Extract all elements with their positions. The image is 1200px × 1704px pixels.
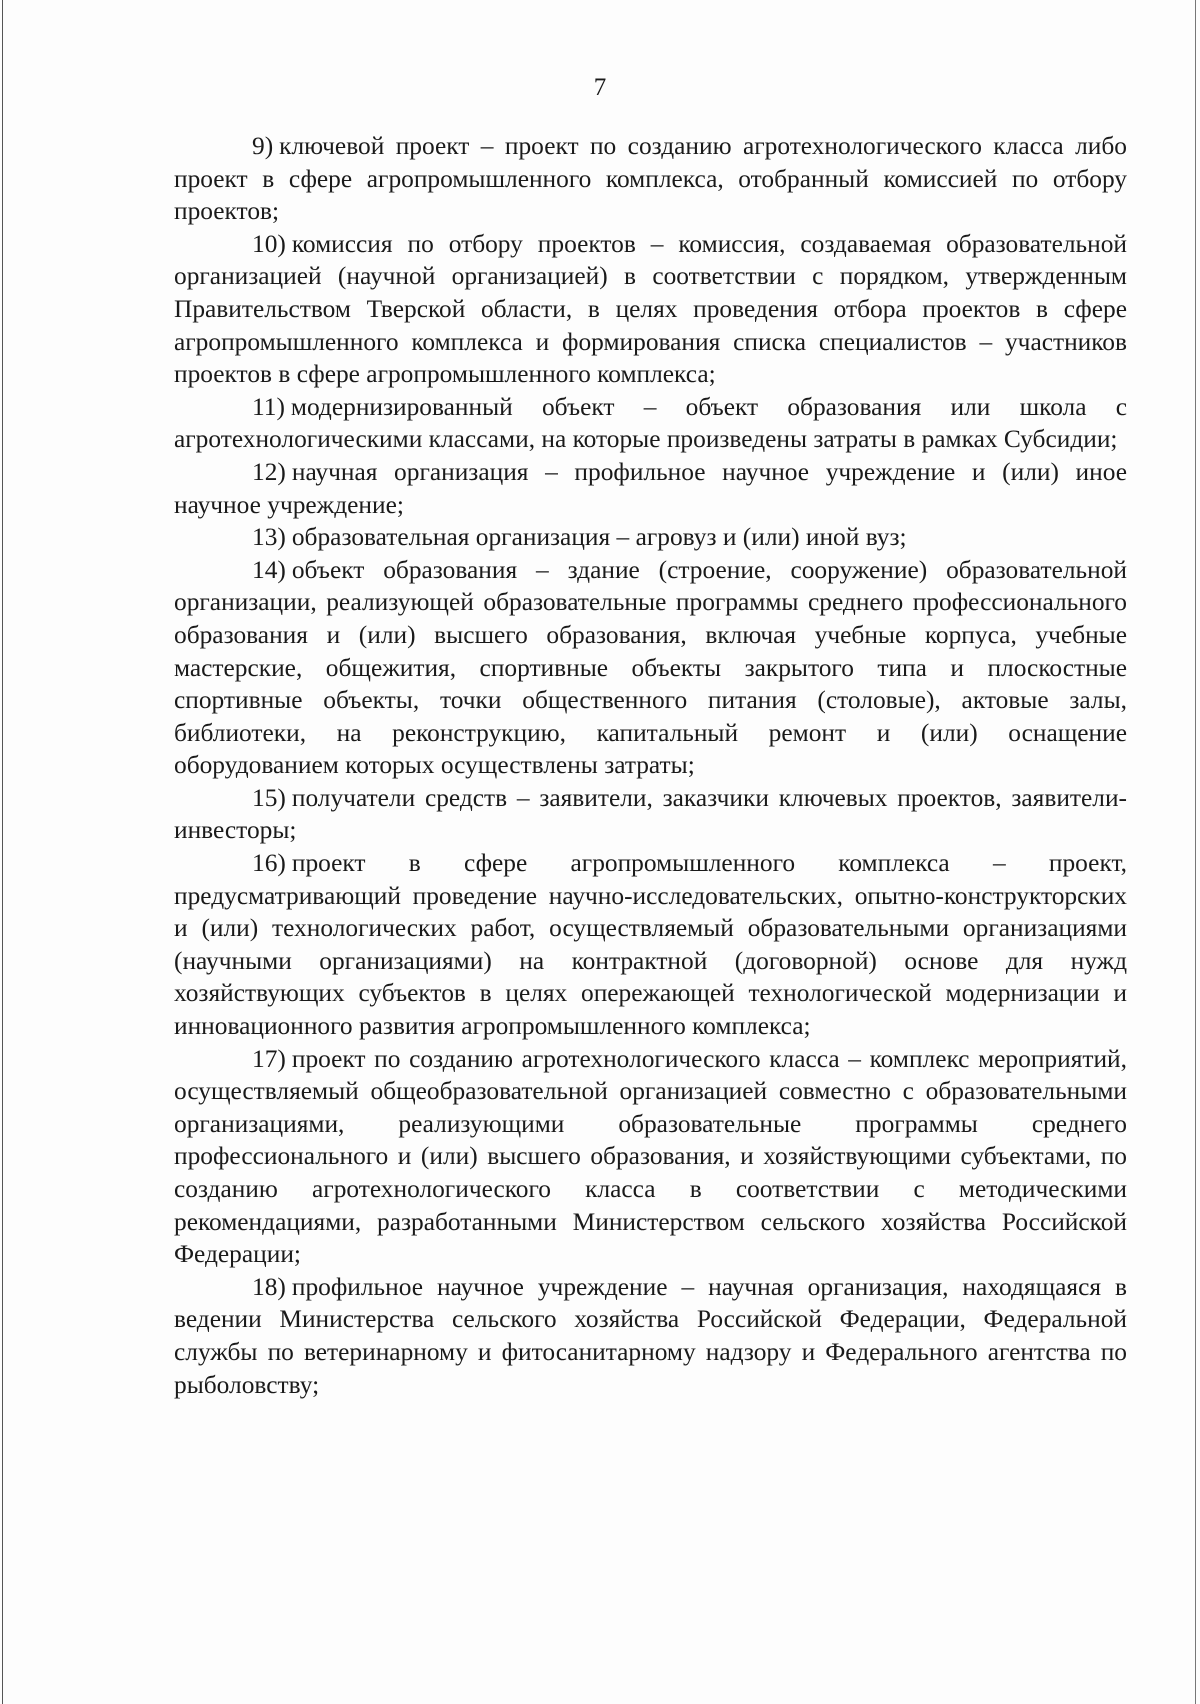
item-number: 18)	[252, 1272, 286, 1301]
item-text: модернизированный объект – объект образования или школа с агротехнологическими классами, на которые произведены затраты в рамках Субсидии;	[174, 392, 1127, 454]
definition-item-18	[174, 1271, 1127, 1401]
item-number: 13)	[252, 523, 286, 552]
item-number: 16)	[252, 849, 286, 878]
item-text: получатели средств – заявители, заказчики ключевых проектов, заявители-инвесторы;	[174, 783, 1127, 845]
page-number: 7	[593, 74, 607, 101]
item-text: комиссия по отбору проектов – комиссия, создаваемая образовательной организацией (научной организацией) в соответствии с порядком, утвержденным Правительством Тверской области, в целях проведения отбора проектов в сфере агропромышленного комплекса и формирования списка специалистов – участников проектов в сфере агропромышленного комплекса;	[174, 229, 1127, 389]
definition-item-12	[174, 456, 1127, 521]
definition-item-14	[174, 554, 1127, 782]
item-number: 14)	[252, 555, 286, 584]
item-text: образовательная организация – агровуз и (или) иной вуз;	[291, 523, 907, 552]
definition-item-17	[174, 1043, 1127, 1271]
definition-item-13	[174, 521, 1127, 554]
definition-item-9	[174, 130, 1127, 228]
scan-right-edge	[1195, 0, 1196, 1704]
definitions-list	[174, 130, 1127, 1401]
definition-item-11	[174, 391, 1127, 456]
item-text: профильное научное учреждение – научная организация, находящаяся в ведении Министерства сельского хозяйства Российской Федерации, Федеральной службы по ветеринарному и фитосанитарному надзору и Федерального агентства по рыболовству;	[174, 1272, 1127, 1399]
definition-item-15	[174, 782, 1127, 847]
item-text: проект в сфере агропромышленного комплекса – проект, предусматривающий проведение научно-исследовательских, опытно-конструкторских и (или) технологических работ, осуществляемый образовательными организациями (научными организациями) на контрактной (договорной) основе для нужд хозяйствующих субъектов в целях опережающей технологической модернизации и инновационного развития агропромышленного комплекса;	[174, 849, 1127, 1041]
item-number: 17)	[252, 1044, 286, 1073]
item-number: 9)	[252, 132, 274, 160]
item-text: ключевой проект – проект по созданию агротехнологического класса либо проект в сфере агропромышленного комплекса, отобранный комиссией по отбору проектов;	[174, 132, 1127, 226]
definition-item-10	[174, 228, 1127, 391]
item-number: 10)	[252, 229, 286, 258]
item-number: 12)	[252, 457, 286, 486]
item-text: объект образования – здание (строение, сооружение) образовательной организации, реализующей образовательные программы среднего профессионального образования и (или) высшего образования, включая учебные корпуса, учебные мастерские, общежития, спортивные объекты закрытого типа и плоскостные спортивные объекты, точки общественного питания (столовые), актовые залы, библиотеки, на реконструкцию, капитальный ремонт и (или) оснащение оборудованием которых осуществлены затраты;	[174, 555, 1127, 780]
scan-left-edge	[2, 0, 3, 1704]
item-number: 11)	[252, 392, 285, 421]
item-text: научная организация – профильное научное учреждение и (или) иное научное учреждение;	[174, 457, 1127, 519]
item-number: 15)	[252, 783, 286, 812]
item-text: проект по созданию агротехнологического класса – комплекс мероприятий, осуществляемый общеобразовательной организацией совместно с образовательными организациями, реализующими образовательные программы среднего профессионального и (или) высшего образования, и хозяйствующими субъектами, по созданию агротехнологического класса в соответствии с методическими рекомендациями, разработанными Министерством сельского хозяйства Российской Федерации;	[174, 1044, 1127, 1269]
definition-item-16	[174, 847, 1127, 1043]
